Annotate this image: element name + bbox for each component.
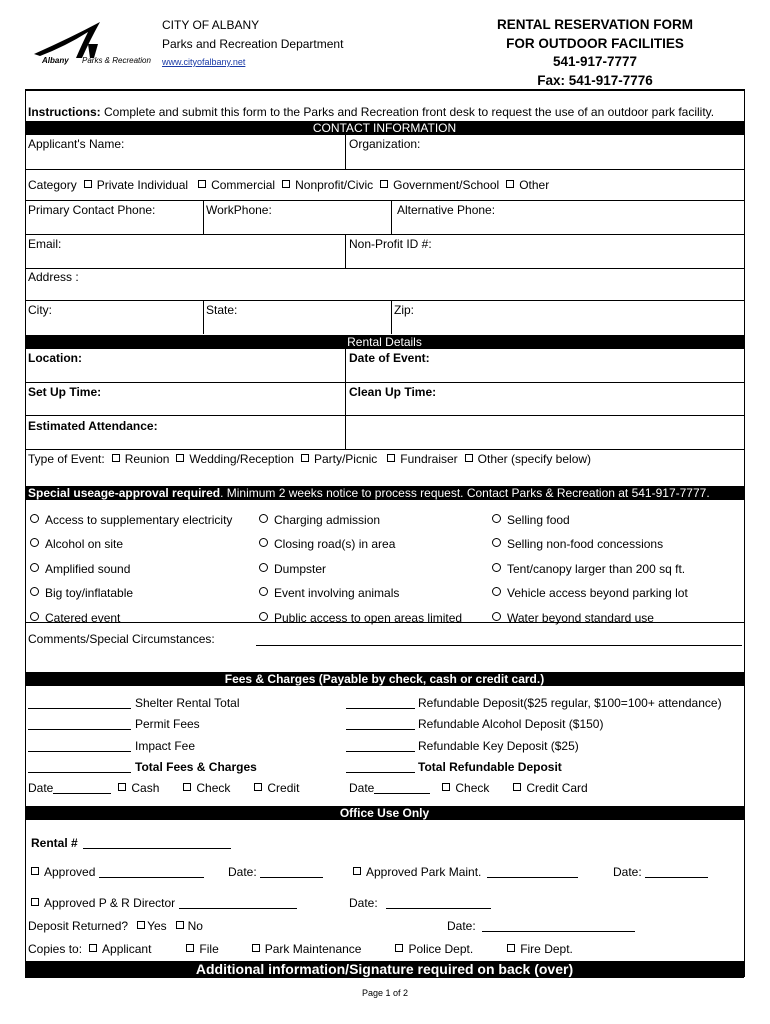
category-nonprofit: Nonprofit/Civic [295,178,374,192]
checkbox-icon[interactable] [442,783,450,791]
event-type-label: Type of Event: [28,452,105,466]
special-item[interactable]: Event involving animals [259,581,462,605]
address-label: Address : [28,270,79,284]
divider [25,300,744,301]
form-right-border [744,89,745,977]
divider [25,234,744,235]
organization-label: Organization: [349,137,421,151]
radio-icon[interactable] [492,612,501,621]
radio-icon[interactable] [492,538,501,547]
approved-label: Approved [44,865,96,879]
checkbox-icon[interactable] [254,783,262,791]
special-item[interactable]: Dumpster [259,557,462,581]
copies-row [28,942,573,956]
fee-row[interactable]: Total Refundable Deposit [346,757,722,778]
state-label: State: [206,303,238,317]
divider [25,449,744,450]
deposit-date-label: Date [349,781,375,795]
pay-cash: Cash [131,781,160,795]
special-item[interactable]: Access to supplementary electricity [30,508,232,532]
type-fundraiser: Fundraiser [400,452,458,466]
deposit-returned-row [28,919,203,933]
alt-phone-label: Alternative Phone: [397,203,496,217]
fee-row[interactable]: Total Fees & Charges [28,757,257,778]
type-party: Party/Picnic [313,452,378,466]
category-government: Government/School [393,178,500,192]
radio-icon[interactable] [30,587,39,596]
director-date: Date: [349,896,491,910]
rental-number-row [31,836,231,850]
checkbox-icon[interactable] [31,898,39,906]
copy-police: Police Dept. [408,942,474,956]
rental-number-line[interactable] [83,836,231,849]
rental-number-label: Rental # [31,836,78,850]
category-commercial: Commercial [211,178,276,192]
deposit-credit-card: Credit Card [526,781,588,795]
fees-left [28,693,257,778]
special-item[interactable]: Water beyond standard use [492,606,688,630]
department-name: Parks and Recreation Department [162,37,344,51]
checkbox-icon[interactable] [380,180,388,188]
radio-icon[interactable] [30,538,39,547]
special-item[interactable]: Amplified sound [30,557,232,581]
logo-sub: Parks & Recreation [82,56,151,65]
special-item[interactable]: Public access to open areas limited [259,606,462,630]
fee-row[interactable]: Impact Fee [28,736,257,757]
nonprofit-id-label: Non-Profit ID #: [349,237,432,251]
checkbox-icon[interactable] [31,867,39,875]
website-link[interactable]: www.cityofalbany.net [162,57,246,67]
city-logo [30,18,155,74]
deposit-returned-label: Deposit Returned? [28,919,129,933]
form-left-border [25,89,26,977]
office-heading: Office Use Only [25,806,744,820]
primary-phone-label: Primary Contact Phone: [28,203,156,217]
special-item[interactable]: Big toy/inflatable [30,581,232,605]
divider [25,268,744,269]
fee-row[interactable]: Refundable Key Deposit ($25) [346,736,722,757]
checkbox-icon[interactable] [118,783,126,791]
radio-icon[interactable] [259,563,268,572]
divider [203,300,204,334]
city-name: CITY OF ALBANY [162,18,260,32]
checkbox-icon[interactable] [137,921,145,929]
applicant-name-label: Applicant's Name: [28,137,125,151]
divider [345,234,346,268]
divider [25,622,744,623]
fees-heading: Fees & Charges (Payable by check, cash or credit card.) [25,672,744,686]
checkbox-icon[interactable] [112,454,120,462]
special-item[interactable]: Alcohol on site [30,532,232,556]
special-item[interactable]: Selling food [492,508,688,532]
fee-row[interactable]: Shelter Rental Total [28,693,257,714]
copy-applicant: Applicant [102,942,152,956]
pay-credit: Credit [267,781,300,795]
attendance-label: Estimated Attendance: [28,419,158,433]
radio-icon[interactable] [30,514,39,523]
deposit-date: Date: [447,919,635,933]
radio-icon[interactable] [259,612,268,621]
page-number: Page 1 of 2 [361,988,409,998]
rental-heading: Rental Details [25,335,744,349]
deposit-check: Check [455,781,490,795]
setup-time-label: Set Up Time: [28,385,102,399]
instructions-label: Instructions: [28,105,101,119]
radio-icon[interactable] [259,587,268,596]
special-col-1 [30,508,232,630]
approved-park-label: Approved Park Maint. [366,865,482,879]
fee-row[interactable]: Refundable Alcohol Deposit ($150) [346,714,722,735]
albany-logo-icon [30,18,155,74]
payment-left-row [28,781,299,795]
back-notice: Additional information/Signature required on back (over) [25,961,744,978]
fax-number: Fax: 541-917-7776 [537,72,653,88]
director-row [24,896,297,910]
category-row [28,178,549,192]
copy-fire: Fire Dept. [520,942,573,956]
payment-date-label: Date [28,781,54,795]
copies-to-label: Copies to: [28,942,83,956]
instructions-text: Complete and submit this form to the Parks and Recreation front desk to request the use of an outdoor park facility. [100,105,715,119]
special-item[interactable]: Vehicle access beyond parking lot [492,581,688,605]
divider [25,415,744,416]
radio-icon[interactable] [30,612,39,621]
event-date-label: Date of Event: [349,351,430,365]
checkbox-icon[interactable] [186,944,194,952]
checkbox-icon[interactable] [465,454,473,462]
logo-word: Albany [42,56,69,65]
special-col-2 [259,508,462,630]
divider [391,200,392,234]
fees-right [346,693,722,778]
divider [25,200,744,201]
checkbox-icon[interactable] [198,180,206,188]
comments-label: Comments/Special Circumstances: [28,632,215,646]
location-label: Location: [28,351,82,365]
radio-icon[interactable] [492,563,501,572]
checkbox-icon[interactable] [506,180,514,188]
checkbox-icon[interactable] [282,180,290,188]
checkbox-icon[interactable] [387,454,395,462]
park-date: Date: [613,865,708,879]
city-label: City: [28,303,52,317]
no-label: No [187,919,203,933]
fee-row[interactable]: Refundable Deposit($25 regular, $100=100+ attendance) [346,693,722,714]
special-usage-heading [25,486,744,500]
divider [345,135,346,169]
form-title-line1: RENTAL RESERVATION FORM [496,17,693,32]
type-wedding: Wedding/Reception [189,452,294,466]
special-col-3 [492,508,688,630]
special-item[interactable]: Closing road(s) in area [259,532,462,556]
checkbox-icon[interactable] [301,454,309,462]
event-type-row [28,452,591,466]
email-label: Email: [28,237,62,251]
form-top-border [25,89,744,91]
checkbox-icon[interactable] [176,921,184,929]
copy-park-maintenance: Park Maintenance [264,942,362,956]
special-heading-bold: Special useage-approval required [28,486,221,500]
special-item[interactable]: Charging admission [259,508,462,532]
category-label: Category [28,178,77,192]
checkbox-icon[interactable] [183,783,191,791]
approved-date: Date: [228,865,323,879]
radio-icon[interactable] [492,587,501,596]
pay-check: Check [196,781,231,795]
copy-file: File [199,942,219,956]
zip-label: Zip: [394,303,415,317]
radio-icon[interactable] [259,514,268,523]
category-private: Private Individual [96,178,189,192]
special-item[interactable]: Catered event [30,606,232,630]
special-item[interactable]: Tent/canopy larger than 200 sq ft. [492,557,688,581]
comments-line[interactable] [256,645,742,646]
instructions [28,105,714,119]
checkbox-icon[interactable] [252,944,260,952]
special-heading-rest: . Minimum 2 weeks notice to process request. Contact Parks & Recreation at 541-917-7777. [220,486,710,500]
phone-number: 541-917-7777 [552,54,638,69]
type-reunion: Reunion [124,452,170,466]
payment-right-row [349,781,588,795]
divider [203,200,204,234]
special-item[interactable]: Selling non-food concessions [492,532,688,556]
work-phone-label: WorkPhone: [206,203,272,217]
divider [25,169,744,170]
divider [345,349,346,449]
checkbox-icon[interactable] [89,944,97,952]
checkbox-icon[interactable] [507,944,515,952]
form-title-line2: FOR OUTDOOR FACILITIES [506,35,684,51]
checkbox-icon[interactable] [395,944,403,952]
divider [25,382,744,383]
fee-row[interactable]: Permit Fees [28,714,257,735]
checkbox-icon[interactable] [353,867,361,875]
radio-icon[interactable] [492,514,501,523]
checkbox-icon[interactable] [84,180,92,188]
category-other: Other [519,178,550,192]
radio-icon[interactable] [30,563,39,572]
approved-park-row [346,865,578,879]
checkbox-icon[interactable] [176,454,184,462]
contact-heading: CONTACT INFORMATION [25,121,744,135]
yes-label: Yes [147,919,167,933]
divider [391,300,392,334]
director-label: Approved P & R Director [44,896,176,910]
radio-icon[interactable] [259,538,268,547]
form-title-block [460,16,730,90]
checkbox-icon[interactable] [513,783,521,791]
type-other: Other (specify below) [477,452,592,466]
cleanup-time-label: Clean Up Time: [349,385,437,399]
approved-row [24,865,204,879]
